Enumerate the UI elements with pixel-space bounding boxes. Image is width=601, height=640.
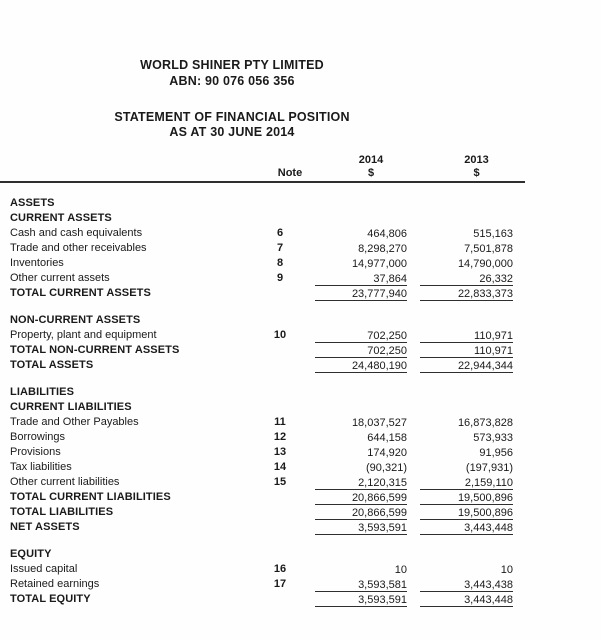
- table-row: [0, 430, 601, 445]
- amount-2013: 3,443,438: [420, 577, 513, 592]
- note-cell: 12: [273, 431, 287, 443]
- amount-2013: 110,971: [420, 343, 513, 358]
- row-label: Inventories: [10, 257, 64, 269]
- table-row: [0, 505, 601, 520]
- row-label: Other current assets: [10, 272, 110, 284]
- amount-2014: [315, 400, 407, 415]
- amount-2013: 573,933: [473, 432, 513, 444]
- doc-title-block: [0, 57, 464, 89]
- statement-title: STATEMENT OF FINANCIAL POSITION: [114, 110, 350, 124]
- amount-2014: 2,120,315: [315, 475, 407, 490]
- amount-2013: 19,500,896: [420, 505, 513, 520]
- amount-2014: 3,593,581: [315, 577, 407, 592]
- row-label: TOTAL ASSETS: [10, 359, 94, 371]
- table-row: [0, 256, 601, 271]
- note-cell: 15: [273, 476, 287, 488]
- amount-2014: [315, 313, 407, 328]
- header-rule: [0, 181, 525, 183]
- statement-date: AS AT 30 JUNE 2014: [169, 125, 295, 139]
- table-row: [0, 358, 601, 373]
- table-row: [0, 226, 601, 241]
- amount-2014: [315, 196, 407, 211]
- amount-2013: 91,956: [479, 447, 513, 459]
- row-label: TOTAL EQUITY: [10, 593, 91, 605]
- note-cell: 6: [276, 227, 284, 239]
- currency-header-2014: $: [367, 167, 375, 179]
- amount-2014: [315, 211, 407, 226]
- table-row: [0, 490, 601, 505]
- row-label: NON-CURRENT ASSETS: [10, 314, 141, 326]
- row-label: Trade and Other Payables: [10, 416, 139, 428]
- amount-2013: [420, 196, 513, 211]
- row-label: Provisions: [10, 446, 61, 458]
- table-row: [0, 445, 601, 460]
- spacer-row: [0, 373, 601, 385]
- table-row: [0, 592, 601, 607]
- amount-2013: 14,790,000: [457, 258, 513, 270]
- amount-2014: 14,977,000: [351, 258, 407, 270]
- table-row: [0, 286, 601, 301]
- amount-2013: 110,971: [420, 328, 513, 343]
- row-label: TOTAL CURRENT LIABILITIES: [10, 491, 171, 503]
- row-label: LIABILITIES: [10, 386, 75, 398]
- table-row: [0, 271, 601, 286]
- note-cell: 17: [273, 578, 287, 590]
- amount-2013: [420, 385, 513, 400]
- amount-2014: 3,593,591: [315, 592, 407, 607]
- column-header-note: Note: [277, 167, 303, 179]
- amount-2013: [420, 547, 513, 562]
- amount-2013: 10: [500, 564, 513, 576]
- amount-2014: 10: [394, 564, 407, 576]
- amount-2013: 2,159,110: [420, 475, 513, 490]
- spacer-row: [0, 301, 601, 313]
- table-row: [0, 400, 601, 415]
- amount-2013: 16,873,828: [457, 417, 513, 429]
- amount-2014: 20,866,599: [315, 505, 407, 520]
- note-cell: 16: [273, 563, 287, 575]
- row-label: NET ASSETS: [10, 521, 80, 533]
- amount-2014: 702,250: [315, 343, 407, 358]
- statement-title-block: [0, 110, 464, 140]
- table-row: [0, 211, 601, 226]
- column-header-year-2014: 2014: [358, 154, 384, 166]
- amount-2014: 37,864: [315, 271, 407, 286]
- table-row: [0, 520, 601, 535]
- row-label: Tax liabilities: [10, 461, 72, 473]
- amount-2014: 8,298,270: [358, 243, 407, 255]
- amount-2013: 26,332: [420, 271, 513, 286]
- amount-2014: 24,480,190: [315, 358, 407, 373]
- table-row: [0, 547, 601, 562]
- table-row: [0, 313, 601, 328]
- row-label: CURRENT LIABILITIES: [10, 401, 132, 413]
- amount-2014: 644,158: [367, 432, 407, 444]
- row-label: Cash and cash equivalents: [10, 227, 143, 239]
- table-row: [0, 562, 601, 577]
- table-row: [0, 196, 601, 211]
- row-label: TOTAL NON-CURRENT ASSETS: [10, 344, 180, 356]
- row-label: EQUITY: [10, 548, 52, 560]
- amount-2013: 22,833,373: [420, 286, 513, 301]
- amount-2014: [315, 385, 407, 400]
- amount-2014: 174,920: [367, 447, 407, 459]
- note-cell: 9: [276, 272, 284, 284]
- amount-2013: [420, 211, 513, 226]
- note-cell: 14: [273, 461, 287, 473]
- amount-2013: (197,931): [465, 462, 513, 474]
- amount-2013: 3,443,448: [420, 592, 513, 607]
- table-row: [0, 241, 601, 256]
- amount-2013: 7,501,878: [464, 243, 513, 255]
- company-name: WORLD SHINER PTY LIMITED: [140, 58, 324, 72]
- amount-2014: 18,037,527: [351, 417, 407, 429]
- note-cell: 8: [276, 257, 284, 269]
- amount-2013: 22,944,344: [420, 358, 513, 373]
- amount-2014: (90,321): [366, 462, 407, 474]
- currency-header-2013: $: [473, 167, 480, 179]
- table-row: [0, 475, 601, 490]
- amount-2014: 23,777,940: [315, 286, 407, 301]
- amount-2014: [315, 547, 407, 562]
- amount-2014: 464,806: [367, 228, 407, 240]
- statement-table: [0, 196, 601, 607]
- table-row: [0, 577, 601, 592]
- table-row: [0, 415, 601, 430]
- amount-2013: 19,500,896: [420, 490, 513, 505]
- amount-2013: [420, 400, 513, 415]
- amount-2014: 702,250: [315, 328, 407, 343]
- amount-2014: 20,866,599: [315, 490, 407, 505]
- company-abn: ABN: 90 076 056 356: [169, 74, 295, 88]
- row-label: Other current liabilities: [10, 476, 120, 488]
- row-label: Retained earnings: [10, 578, 100, 590]
- table-row: [0, 328, 601, 343]
- table-row: [0, 385, 601, 400]
- amount-2013: 3,443,448: [420, 520, 513, 535]
- column-header-year-2013: 2013: [464, 154, 489, 166]
- table-row: [0, 343, 601, 358]
- row-label: TOTAL CURRENT ASSETS: [10, 287, 151, 299]
- row-label: Issued capital: [10, 563, 78, 575]
- note-cell: 7: [276, 242, 284, 254]
- note-cell: 11: [274, 416, 286, 428]
- amount-2013: 515,163: [473, 228, 513, 240]
- row-label: TOTAL LIABILITIES: [10, 506, 114, 518]
- row-label: CURRENT ASSETS: [10, 212, 112, 224]
- amount-2013: [420, 313, 513, 328]
- row-label: Trade and other receivables: [10, 242, 147, 254]
- row-label: Property, plant and equipment: [10, 329, 157, 341]
- note-cell: 10: [273, 329, 287, 341]
- row-label: Borrowings: [10, 431, 66, 443]
- note-cell: 13: [273, 446, 287, 458]
- table-row: [0, 460, 601, 475]
- amount-2014: 3,593,591: [315, 520, 407, 535]
- spacer-row: [0, 535, 601, 547]
- row-label: ASSETS: [10, 197, 55, 209]
